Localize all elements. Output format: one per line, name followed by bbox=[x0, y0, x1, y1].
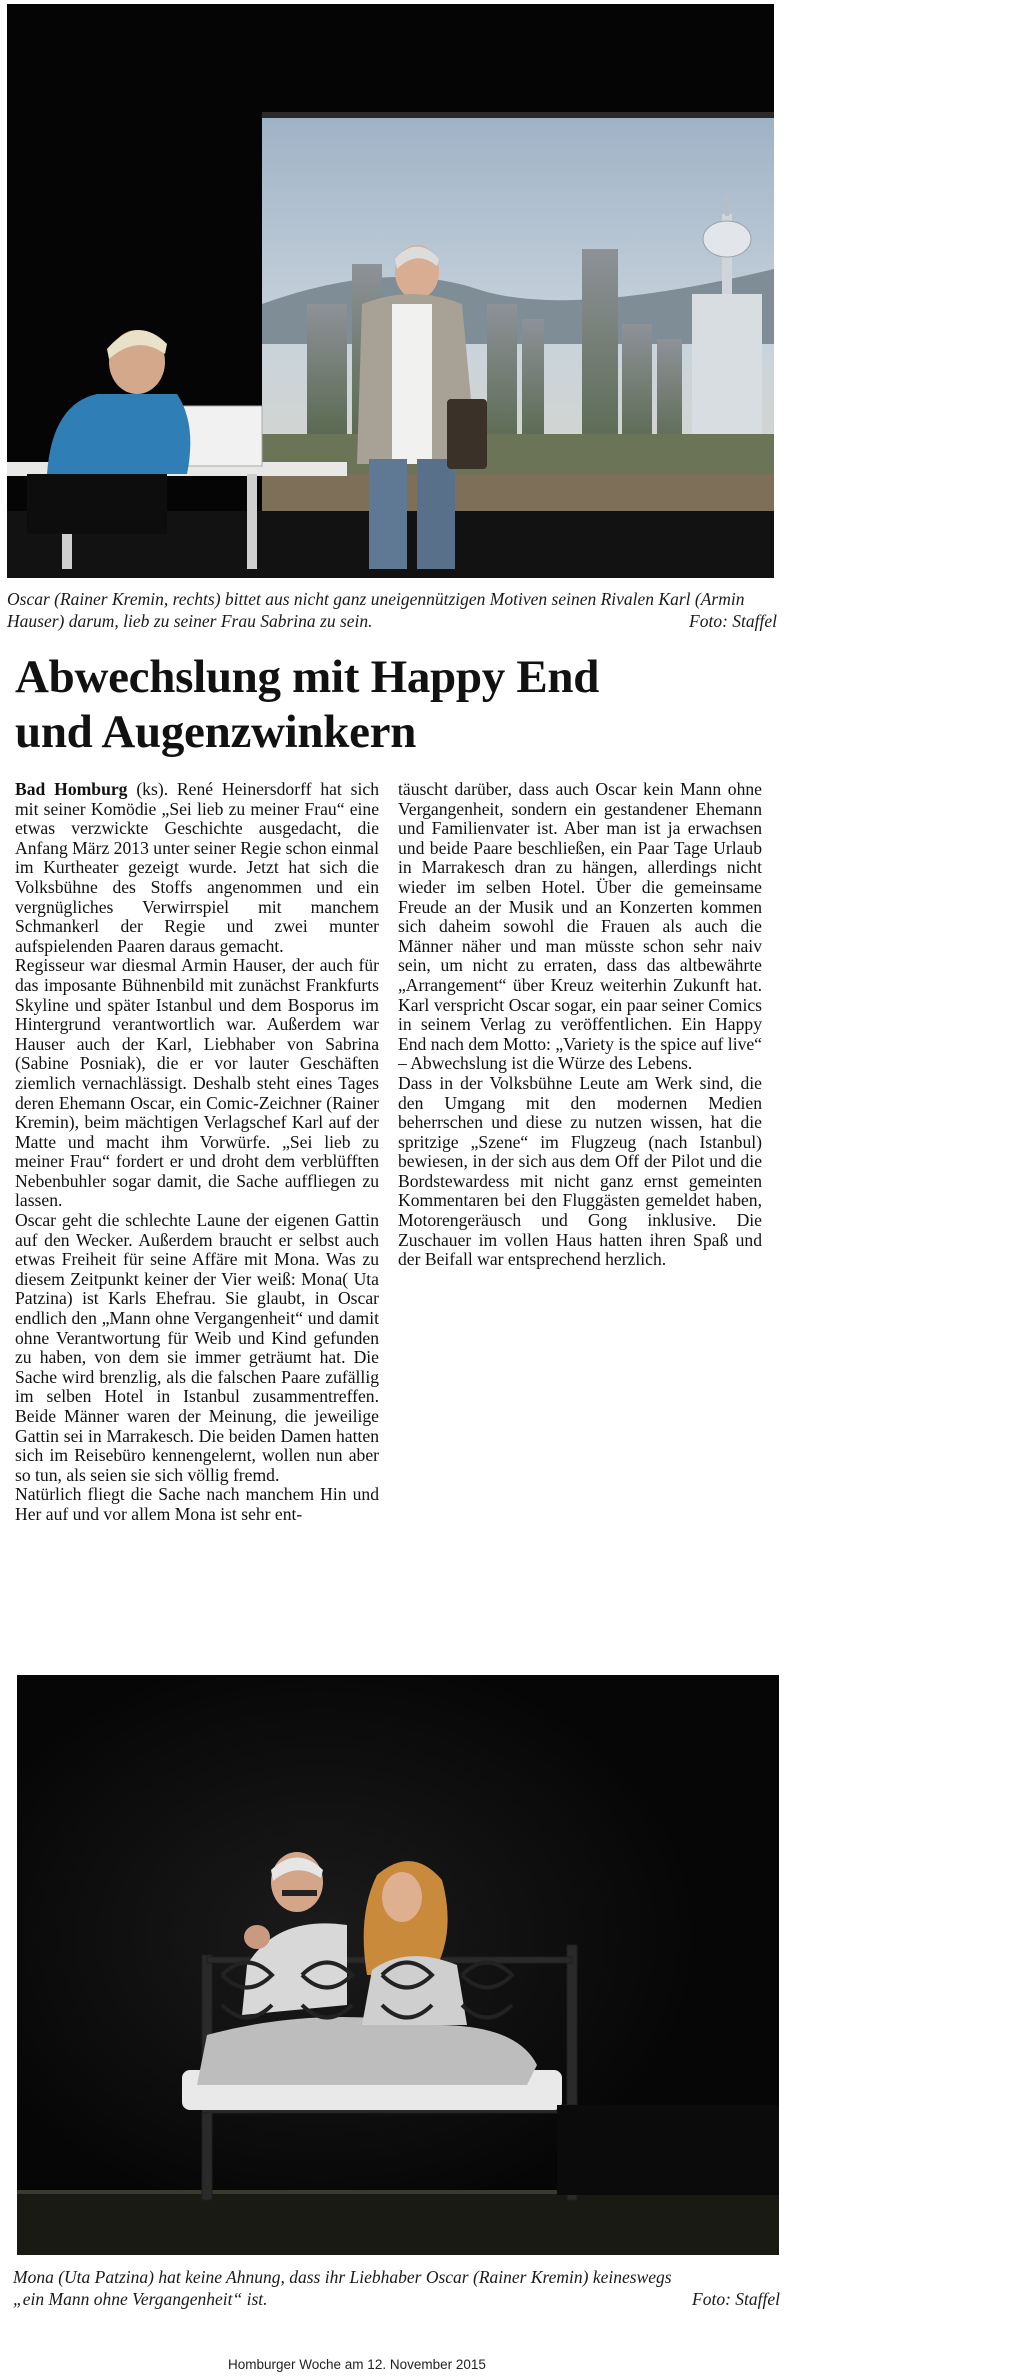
article-column-2 bbox=[398, 780, 762, 1270]
stage-photo-bottom-image bbox=[17, 1675, 779, 2255]
article-column-1 bbox=[15, 780, 379, 1525]
photo-credit: Foto: Staffel bbox=[689, 611, 777, 631]
article-paragraph: Bad Homburg (ks). René Heinersdorff hat sich mit seiner Komödie „Sei lieb zu meiner Frau“ eine etwas verzwickte Geschichte ausgedacht, die Anfang März 2013 unter seiner Regie schon einmal im Kurtheater gezeigt wurde. Jetzt hat sich die Volksbühne des Stoffs angenommen und ein vergnügliches Verwirrspiel mit manchem Schmankerl der Regie und zwei munter aufspielenden Paaren daraus gemacht. bbox=[15, 779, 380, 956]
caption-line-1: Mona (Uta Patzina) hat keine Ahnung, dass ihr Liebhaber Oscar (Rainer Kremin) keineswegs bbox=[13, 2267, 672, 2287]
headline-line-2: und Augenzwinkern bbox=[15, 706, 417, 758]
article-paragraph: täuscht darüber, dass auch Oscar kein Mann ohne Vergangenheit, sondern ein gestandener Ehemann und Familienvater ist. Aber man ist ja erwachsen und beide Paare beschließen, ein Paar Tage Urlaub in Marrakesch dran zu hängen, allerdings nicht wieder im selben Hotel. Über die gemeinsame Freude an der Musik und an Konzerten kommen sich daheim sowohl die Frauen als auch die Männer näher und man müsste schon sehr naiv sein, um nicht zu erraten, dass das altbewährte „Arrangement“ über Kreuz weiterhin Zukunft hat. Karl verspricht Oscar sogar, ein paar seiner Comics in seinem Verlag zu veröffentlichen. Ein Happy End nach dem Motto: „Variety is the spice auf live“ – Abwechslung ist die Würze des Lebens. bbox=[398, 779, 762, 1074]
dateline: Bad Homburg bbox=[15, 779, 128, 799]
article-headline bbox=[15, 650, 775, 760]
photo-caption-top bbox=[7, 588, 777, 632]
photo-credit: Foto: Staffel bbox=[692, 2289, 780, 2309]
publication-footer: Homburger Woche am 12. November 2015 bbox=[228, 2357, 486, 2372]
article-paragraph: Oscar geht die schlechte Laune der eigenen Gattin auf den Wecker. Außerdem braucht er selbst auch etwas Freiheit für seine Affäre mit Mona. Was zu diesem Zeitpunkt keiner der Vier weiß: Mona( Uta Patzina) ist Karls Ehefrau. Sie glaubt, in Oscar endlich den „Mann ohne Vergangenheit“ und damit ohne Verantwortung für Weib und Kind gefunden zu haben, von dem sie immer geträumt hat. Die Sache wird brenzlig, als die falschen Paare zufällig im selben Hotel in Istanbul zusammentreffen. Beide Männer waren der Meinung, die jeweilige Gattin sei in Marrakesch. Die beiden Damen hatten sich im Reisebüro kennengelernt, wollen nun aber so tun, als seien sie sich völlig fremd. bbox=[15, 1210, 379, 1485]
headline-line-1: Abwechslung mit Happy End bbox=[15, 651, 600, 703]
article-paragraph: Regisseur war diesmal Armin Hauser, der auch für das imposante Bühnenbild mit zunächst Frankfurts Skyline und später Istanbul und dem Bosporus im Hintergrund verantwortlich war. Außerdem war Hauser auch der Karl, Liebhaber von Sabrina (Sabine Posniak), die er vor lauter Geschäften ziemlich vernachlässigt. Deshalb steht eines Tages deren Ehemann Oscar, ein Comic-Zeichner (Rainer Kremin), beim mächtigen Verlagschef Karl auf der Matte und macht ihm Vorwürfe. „Sei lieb zu meiner Frau“ fordert er und droht dem verblüfften Nebenbuhler sogar damit, die Sache auffliegen zu lassen. bbox=[15, 955, 379, 1211]
article-paragraph: Natürlich fliegt die Sache nach manchem Hin und Her auf und vor allem Mona ist sehr ent- bbox=[15, 1484, 379, 1524]
stage-photo-top bbox=[7, 4, 774, 578]
stage-photo-top-image bbox=[7, 4, 774, 578]
article-paragraph: Dass in der Volksbühne Leute am Werk sind, die den Umgang mit den modernen Medien beherrschen und diese zu nutzen wissen, hat die spritzige „Szene“ im Flugzeug (nach Istanbul) bewiesen, in der sich aus dem Off der Pilot und die Bordstewardess mit nicht ganz ernst gemeinten Kommentaren bei den Fluggästen gemeldet haben, Motorengeräusch und Gong inklusive. Die Zuschauer im vollen Haus hatten ihren Spaß und der Beifall war entsprechend herzlich. bbox=[398, 1072, 762, 1270]
photo-caption-bottom bbox=[13, 2266, 780, 2310]
stage-photo-bottom bbox=[17, 1675, 779, 2255]
caption-text: Oscar (Rainer Kremin, rechts) bittet aus nicht ganz uneigennützigen Motiven seinen Rivalen Karl (Armin Hauser) darum, lieb zu seiner Frau Sabrina zu sein. bbox=[7, 589, 745, 631]
caption-line-2: „ein Mann ohne Vergangenheit“ ist. bbox=[13, 2289, 268, 2309]
